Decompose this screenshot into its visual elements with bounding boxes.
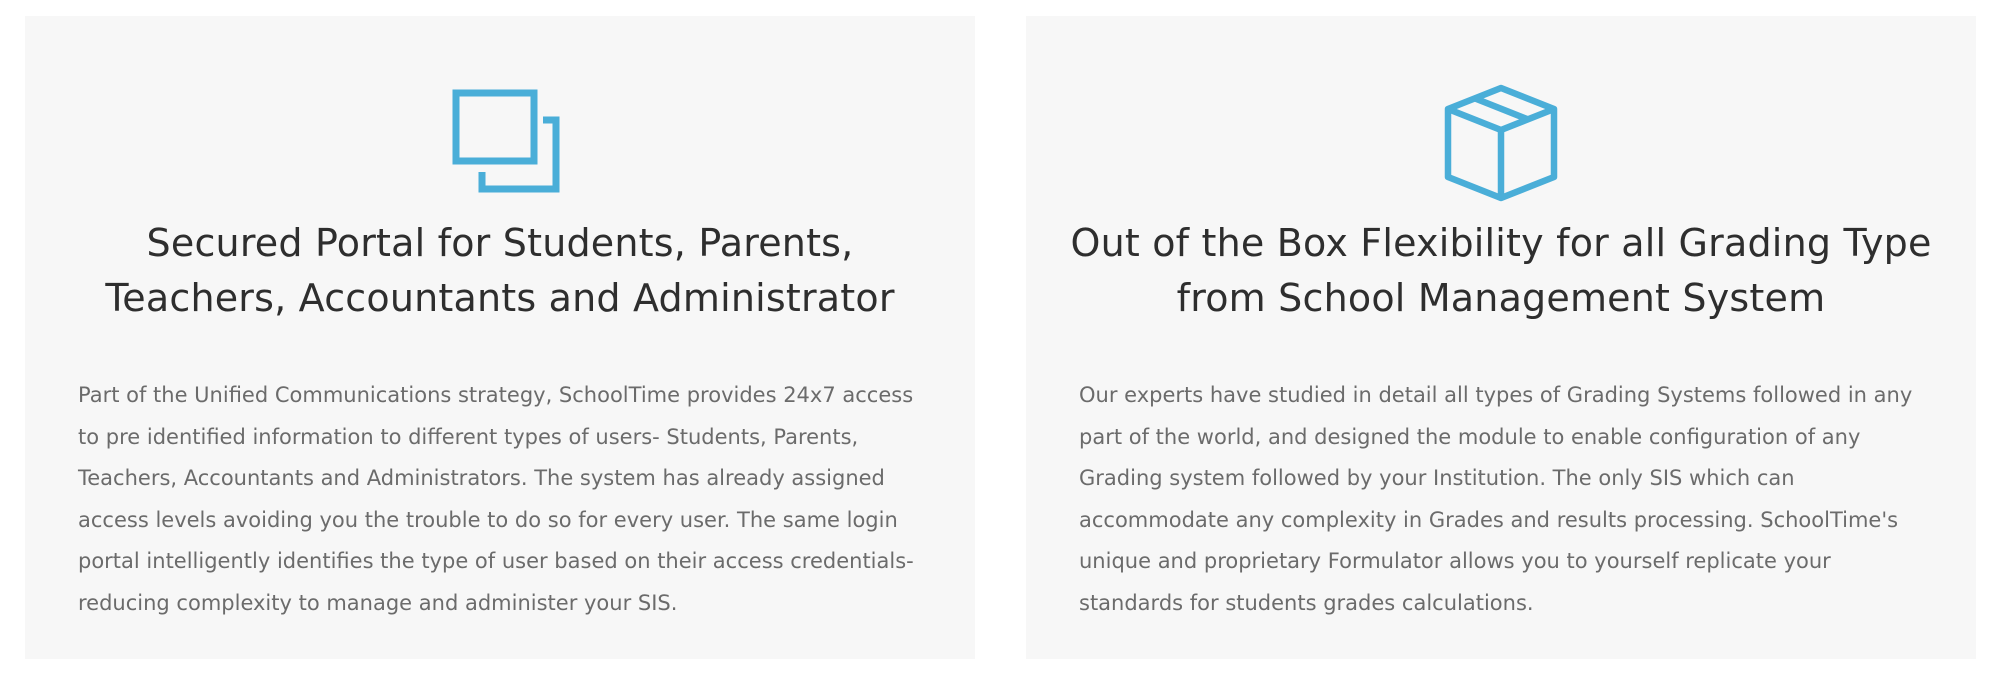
feature-title: Out of the Box Flexibility for all Grading Type from School Management System: [1070, 221, 1932, 320]
feature-card-grading-flexibility: [1026, 16, 1976, 659]
feature-title: Secured Portal for Students, Parents, Teachers, Accountants and Administrator: [105, 221, 895, 320]
feature-description: Part of the Unified Communications strategy, SchoolTime provides 24x7 access to pre identified information to different types of users- Students, Parents, Teachers, Accountants and Administrators. The system has already assigned access levels avoiding you the trouble to do so for every user. The same login portal intelligently identifies the type of user based on their access credentials- reducing complexity to manage and administer your SIS.: [78, 383, 914, 615]
overlapping-windows-icon: [435, 74, 565, 204]
box-icon: [1436, 74, 1566, 204]
feature-card-secured-portal: [25, 16, 975, 659]
feature-description: Our experts have studied in detail all types of Grading Systems followed in any part of the world, and designed the module to enable configuration of any Grading system followed by your Institution. The only SIS which can accommodate any complexity in Grades and results processing. SchoolTime's unique and proprietary Formulator allows you to yourself replicate your standards for students grades calculations.: [1079, 383, 1913, 615]
